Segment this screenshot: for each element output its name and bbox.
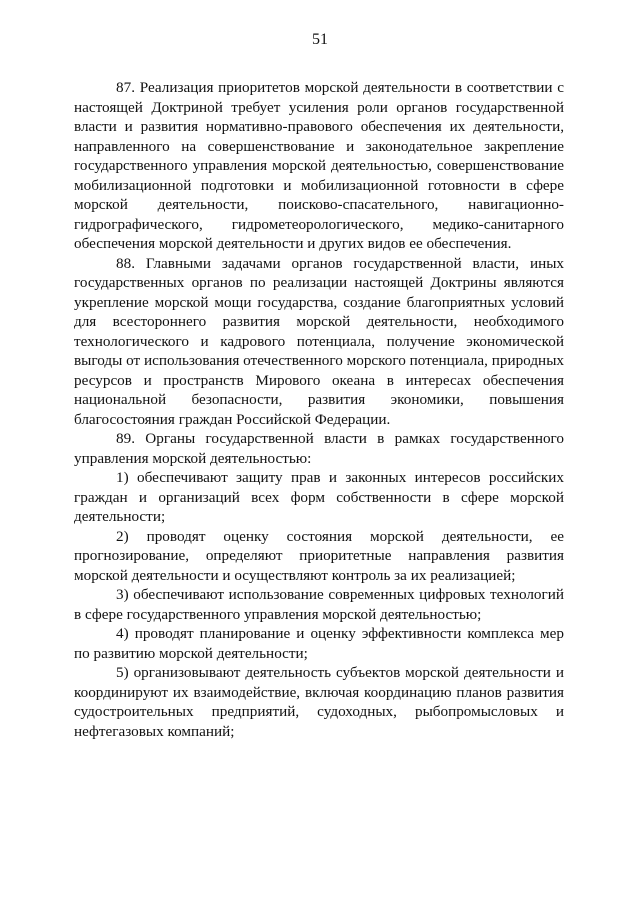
list-item-2: 2) проводят оценку состояния морской деятельности, ее прогнозирование, определяют приоритетные направления развития морской деятельности и осуществляют контроль за их реализацией; bbox=[74, 527, 564, 584]
list-item-3: 3) обеспечивают использование современных цифровых технологий в сфере государственного управления морской деятельностью; bbox=[74, 586, 564, 623]
document-body bbox=[74, 78, 564, 741]
paragraph-89: 89. Органы государственной власти в рамках государственного управления морской деятельностью: bbox=[74, 430, 564, 467]
paragraph-87: 87. Реализация приоритетов морской деятельности в соответствии с настоящей Доктриной требует усиления роли органов государственной власти и развития нормативно-правового обеспечения их деятельности, направленного на совершенствование и законодательное закрепление государственного управления морской деятельностью, совершенствование мобилизационной подготовки и мобилизационной готовности в сфере морской деятельности, поисково-спасательного, навигационно-гидрографического, гидрометеорологического, медико-санитарного обеспечения морской деятельности и других видов ее обеспечения. bbox=[74, 79, 564, 252]
list-item-1: 1) обеспечивают защиту прав и законных интересов российских граждан и организаций всех форм собственности в сфере морской деятельности; bbox=[74, 469, 564, 525]
list-item-5: 5) организовывают деятельность субъектов морской деятельности и координируют их взаимодействие, включая координацию планов развития судостроительных предприятий, судоходных, рыбопромысловых и нефтегазовых компаний; bbox=[74, 664, 564, 740]
page-number: 51 bbox=[312, 31, 328, 48]
list-item-4: 4) проводят планирование и оценку эффективности комплекса мер по развитию морской деятельности; bbox=[74, 625, 564, 662]
paragraph-88: 88. Главными задачами органов государственной власти, иных государственных органов по реализации настоящей Доктрины являются укрепление морской мощи государства, создание благоприятных условий для всестороннего развития морской деятельности, необходимого технологического и кадрового потенциала, получение экономической выгоды от использования отечественного морского потенциала, природных ресурсов и пространств Мирового океана в интересах обеспечения национальной безопасности, развития экономики, повышения благосостояния граждан Российской Федерации. bbox=[74, 254, 564, 428]
